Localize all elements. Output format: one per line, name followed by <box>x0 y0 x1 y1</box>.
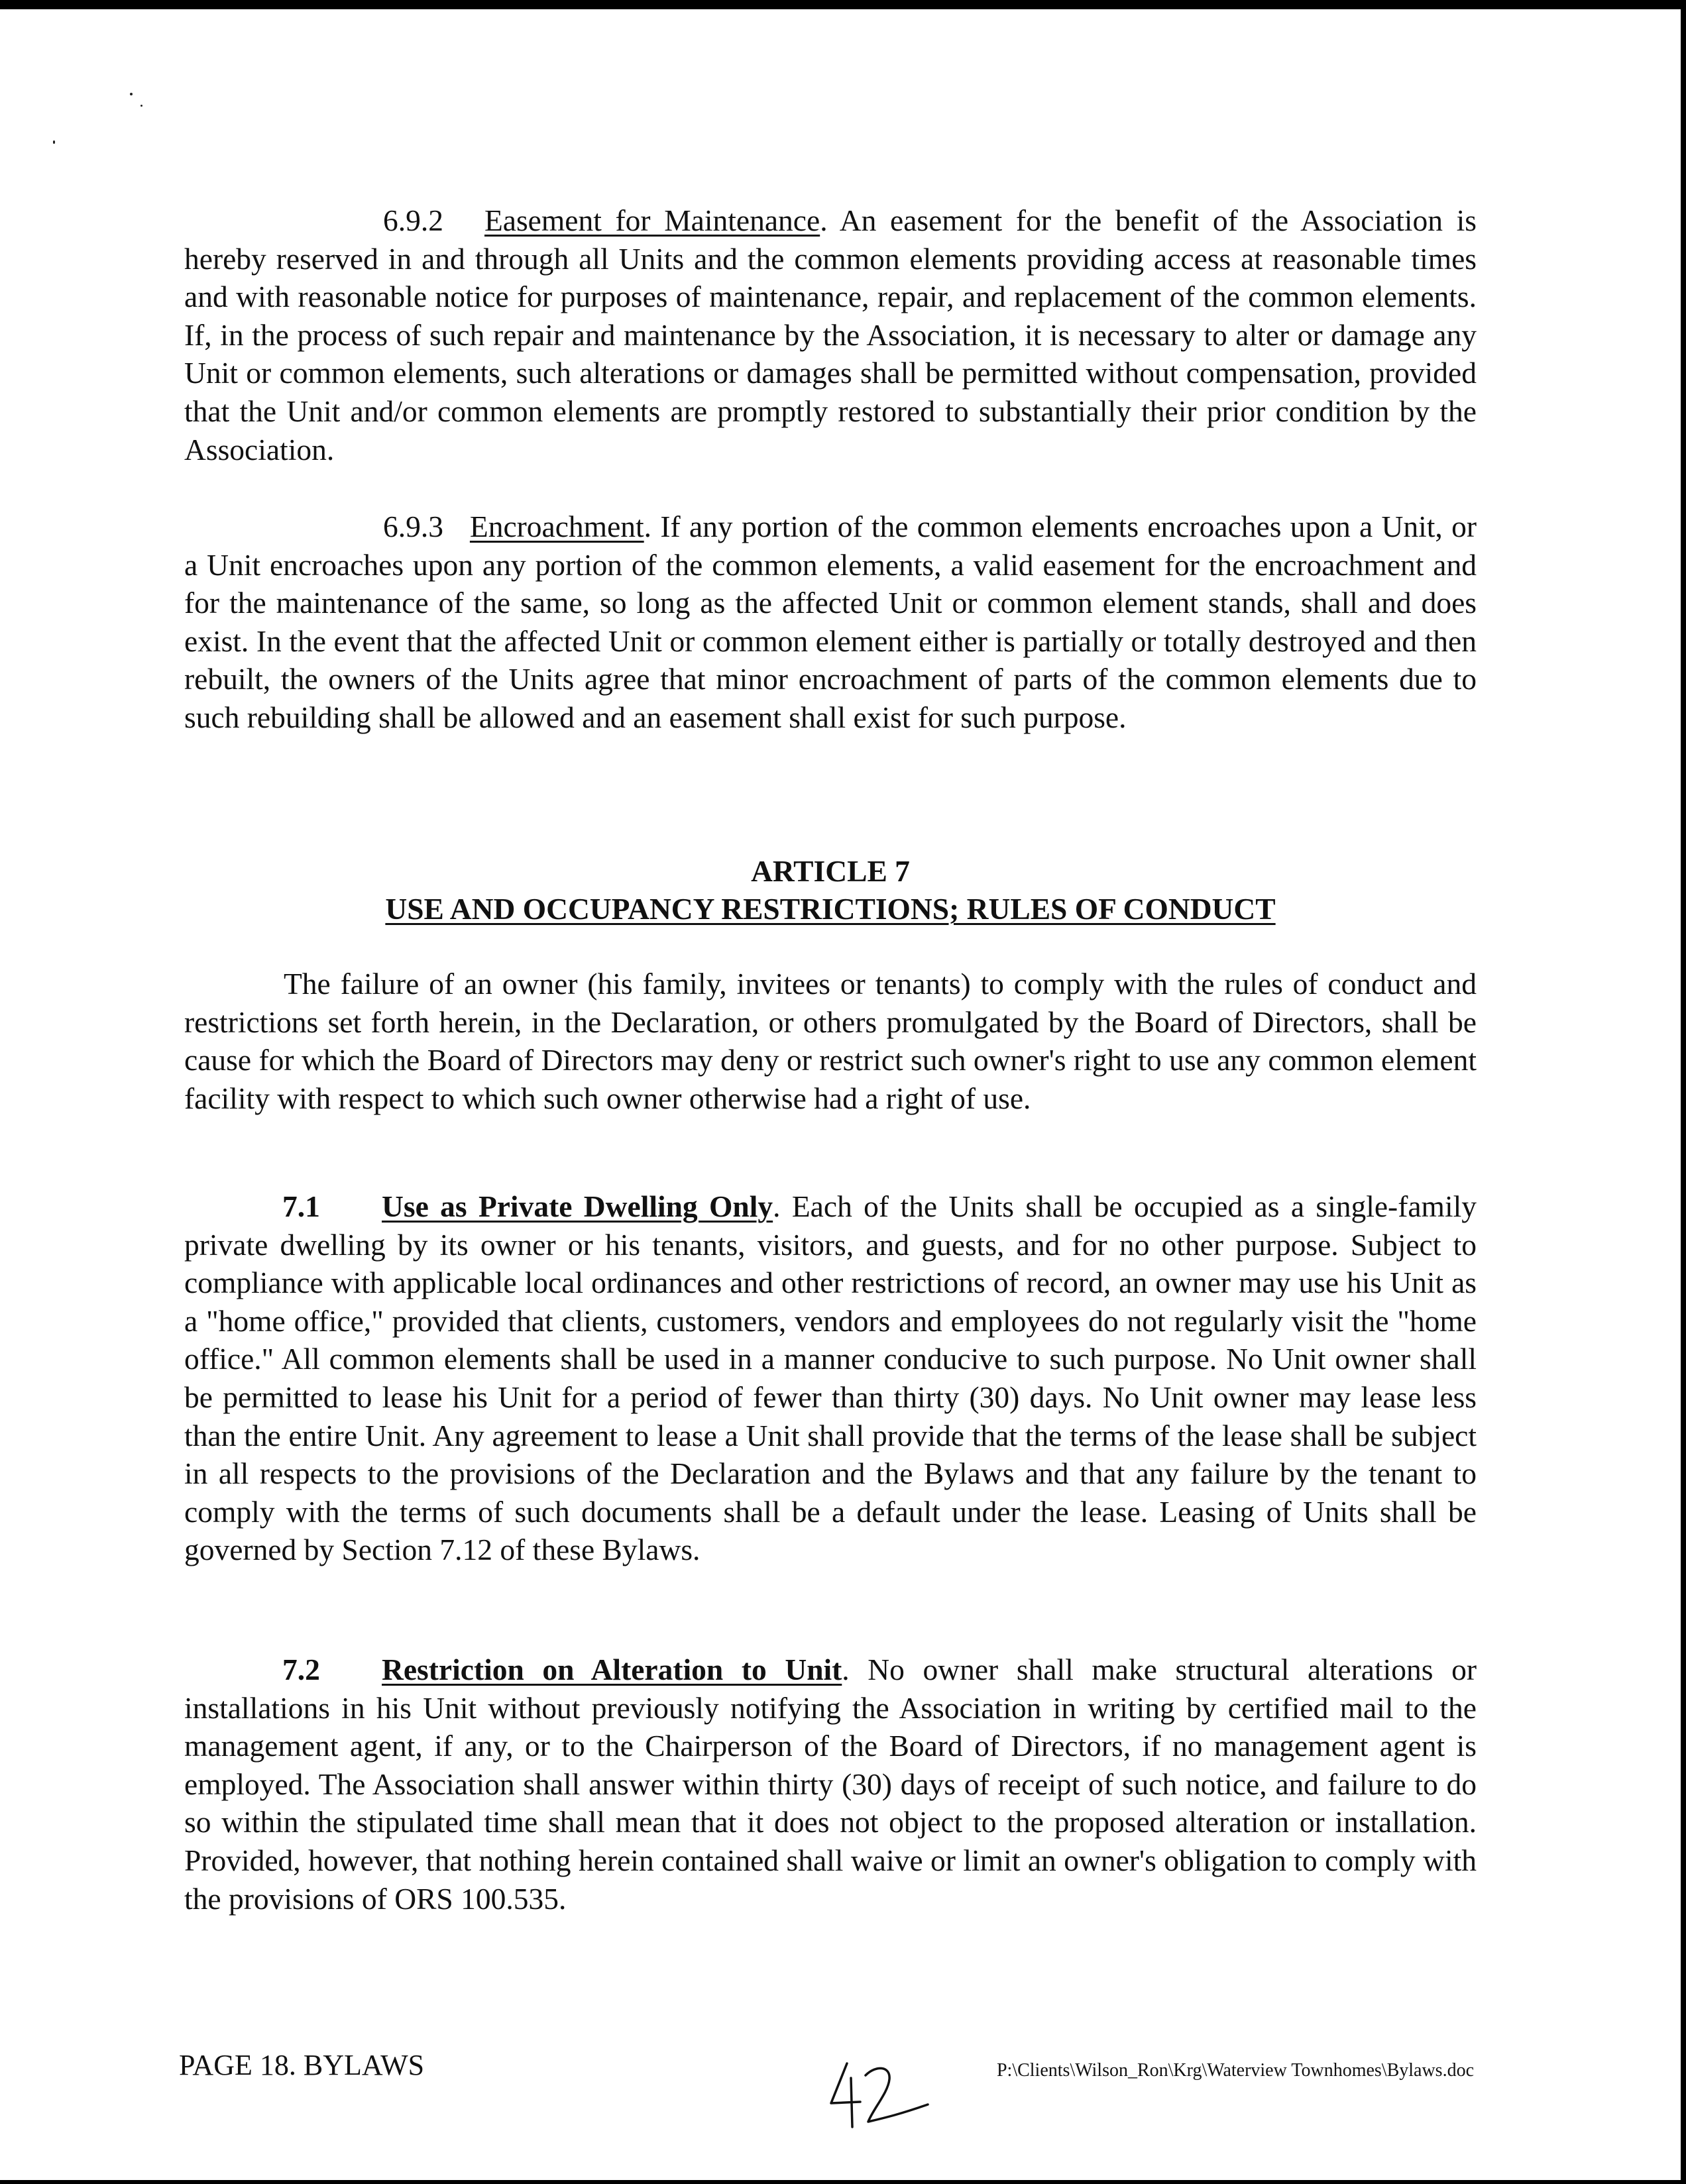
section-number: 6.9.3 <box>383 510 443 543</box>
scan-speck <box>140 105 142 107</box>
section-7-1 <box>184 1187 1477 1569</box>
scan-border-top <box>0 0 1686 9</box>
handwritten-page-number <box>822 2058 941 2138</box>
section-number: 7.2 <box>282 1653 320 1686</box>
article-label: ARTICLE 7 <box>751 854 910 888</box>
article-title <box>184 890 1477 928</box>
intro-text: The failure of an owner (his family, invitees or tenants) to comply with the rules of conduct and restrictions set forth herein, in the Declaration, or others promulgated by the Board of Directors, shall be cause for which the Board of Directors may deny or restrict such owner's right to use any common element facility with respect to which such owner otherwise had a right of use. <box>184 967 1477 1115</box>
scan-border-bottom <box>0 2180 1686 2184</box>
section-body: . No owner shall make structural alterations or installations in his Unit without previously notifying the Association in writing by certified mail to the management agent, if any, or to the Chairperson of the Board of Directors, if no management agent is employed. The Association shall answer within thirty (30) days of receipt of such notice, and failure to do so within the stipulated time shall mean that it does not object to the proposed alteration or installation. Provided, however, that nothing herein contained shall waive or limit an owner's obligation to comply with the provisions of ORS 100.535. <box>184 1653 1477 1916</box>
section-title: Easement for Maintenance <box>484 203 820 237</box>
section-body: . Each of the Units shall be occupied as a single-family private dwelling by its owner or his tenants, visitors, and guests, and for no other purpose. Subject to compliance with applicable local ordinances and other restrictions of record, an owner may use his Unit as a "home office," provided that clients, customers, vendors and employees do not regularly visit the "home office." All common elements shall be used in a manner conducive to such purpose. No Unit owner shall be permitted to lease his Unit for a period of fewer than thirty (30) days. No Unit owner may lease less than the entire Unit. Any agreement to lease a Unit shall provide that the terms of the lease shall be subject in all respects to the provisions of the Declaration and the Bylaws and that any failure by the tenant to comply with the terms of such documents shall be a default under the lease. Leasing of Units shall be governed by Section 7.12 of these Bylaws. <box>184 1189 1477 1567</box>
section-title: Use as Private Dwelling Only <box>382 1189 773 1223</box>
file-path: P:\Clients\Wilson_Ron\Krg\Waterview Townhomes\Bylaws.doc <box>996 2060 1474 2081</box>
scan-speck <box>53 140 55 144</box>
article-intro <box>184 965 1477 1117</box>
section-6-9-3 <box>184 508 1477 737</box>
section-7-2 <box>184 1651 1477 1918</box>
section-title: Encroachment <box>469 510 644 543</box>
section-title: Restriction on Alteration to Unit <box>382 1653 842 1686</box>
scan-border-right <box>1681 0 1686 2184</box>
page-label: PAGE 18. BYLAWS <box>179 2049 425 2081</box>
section-number: 6.9.2 <box>383 203 443 237</box>
section-body: . An easement for the benefit of the Association is hereby reserved in and through all Units and the common elements providing access at reasonable times and with reasonable notice for purposes of maintenance, repair, and replacement of the common elements. If, in the process of such repair and maintenance by the Association, it is necessary to alter or damage any Unit or common elements, such alterations or damages shall be permitted without compensation, provided that the Unit and/or common elements are promptly restored to substantially their prior condition by the Association. <box>184 203 1477 466</box>
scan-speck <box>130 93 133 95</box>
section-number: 7.1 <box>282 1189 320 1223</box>
section-body: . If any portion of the common elements encroaches upon a Unit, or a Unit encroaches upon any portion of the common elements, a valid easement for the encroachment and for the maintenance of the same, so long as the affected Unit or common element stands, shall and does exist. In the event that the affected Unit or common element either is partially or totally destroyed and then rebuilt, the owners of the Units agree that minor encroachment of parts of the common elements due to such rebuilding shall be allowed and an easement shall exist for such purpose. <box>184 510 1477 734</box>
article-title-text: USE AND OCCUPANCY RESTRICTIONS; RULES OF CONDUCT <box>385 892 1276 926</box>
section-6-9-2 <box>184 201 1477 468</box>
